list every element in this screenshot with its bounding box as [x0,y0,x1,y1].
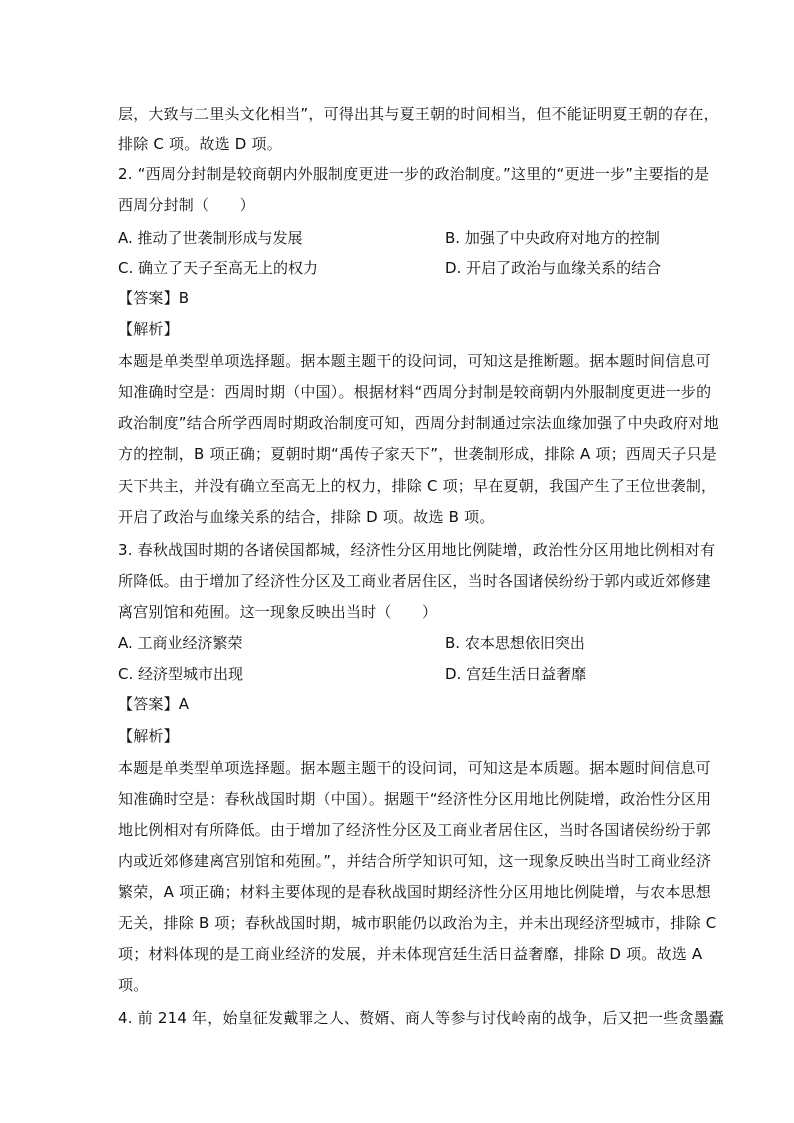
q3-analysis-line: 地比例相对有所降低。由于增加了经济性分区及工商业者居住区，当时各国诸侯纷纷于郭 [118,821,711,839]
q3-analysis-line: 项；材料体现的是工商业经济的发展，并未体现宫廷生活日益奢靡，排除 D 项。故选 A [118,945,703,963]
q2-option-a: A. 推动了世袭制形成与发展 [118,229,303,247]
q2-analysis-line: 政治制度”结合所学西周时期政治制度可知，西周分封制通过宗法血缘加强了中央政府对地 [118,414,719,432]
q3-option-d: D. 宫廷生活日益奢靡 [445,665,587,683]
q3-analysis-line: 无关，排除 B 项；春秋战国时期，城市职能仍以政治为主，并未出现经济型城市，排除 C [118,914,717,932]
q2-option-b: B. 加强了中央政府对地方的控制 [445,229,660,247]
q2-analysis-line: 方的控制，B 项正确；夏朝时期“禹传子家天下”，世袭制形成，排除 A 项；西周天子只是 [118,445,718,463]
paragraph-line: 排除 C 项。故选 D 项。 [118,135,282,153]
q3-option-a: A. 工商业经济繁荣 [118,634,243,652]
q3-analysis-line: 本题是单类型单项选择题。据本题主题干的设问词，可知这是本质题。据本题时间信息可 [118,759,711,777]
q3-analysis-label: 【解析】 [118,727,179,745]
q3-answer: 【答案】A [118,695,190,713]
q2-analysis-line: 天下共主，并没有确立至高无上的权力，排除 C 项；早在夏朝，我国产生了王位世袭制， [118,477,717,495]
question-3-stem: 离宫别馆和苑囿。这一现象反映出当时（ ） [118,603,438,621]
q3-analysis-line: 知准确时空是：春秋战国时期（中国）。据题干“经济性分区用地比例陡增，政治性分区用 [118,790,712,808]
question-3-stem: 3. 春秋战国时期的各诸侯国都城，经济性分区用地比例陡增，政治性分区用地比例相对有 [118,541,716,559]
question-3-stem: 所降低。由于增加了经济性分区及工商业者居住区，当时各国诸侯纷纷于郭内或近郊修建 [118,572,711,590]
q2-analysis-line: 开启了政治与血缘关系的结合，排除 D 项。故选 B 项。 [118,508,495,526]
question-2-stem: 西周分封制（ ） [118,196,255,214]
q2-option-c: C. 确立了天子至高无上的权力 [118,259,319,277]
question-2-stem: 2. “西周分封制是较商朝内外服制度更进一步的政治制度。”这里的“更进一步”主要指的是 [118,165,710,183]
q3-analysis-line: 内或近郊修建离宫别馆和苑囿。”，并结合所学知识可知，这一现象反映出当时工商业经济 [118,852,712,870]
q2-analysis-line: 知准确时空是：西周时期（中国）。根据材料“西周分封制是较商朝内外服制度更进一步的 [118,383,712,401]
q3-analysis-line: 项。 [118,976,149,994]
q3-analysis-line: 繁荣，A 项正确；材料主要体现的是春秋战国时期经济性分区用地比例陡增，与农本思想 [118,883,712,901]
q2-analysis-line: 本题是单类型单项选择题。据本题主题干的设问词，可知这是推断题。据本题时间信息可 [118,352,711,370]
q3-option-c: C. 经济型城市出现 [118,665,244,683]
q2-answer: 【答案】B [118,289,190,307]
q2-option-d: D. 开启了政治与血缘关系的结合 [445,259,662,277]
question-4-stem: 4. 前 214 年，始皇征发戴罪之人、赘婿、商人等参与讨伐岭南的战争，后又把一些贪墨蠹 [118,1009,725,1027]
q2-analysis-label: 【解析】 [118,320,179,338]
q3-option-b: B. 农本思想依旧突出 [445,634,585,652]
paragraph-line: 层，大致与二里头文化相当”，可得出其与夏王朝的时间相当，但不能证明夏王朝的存在， [118,105,719,123]
